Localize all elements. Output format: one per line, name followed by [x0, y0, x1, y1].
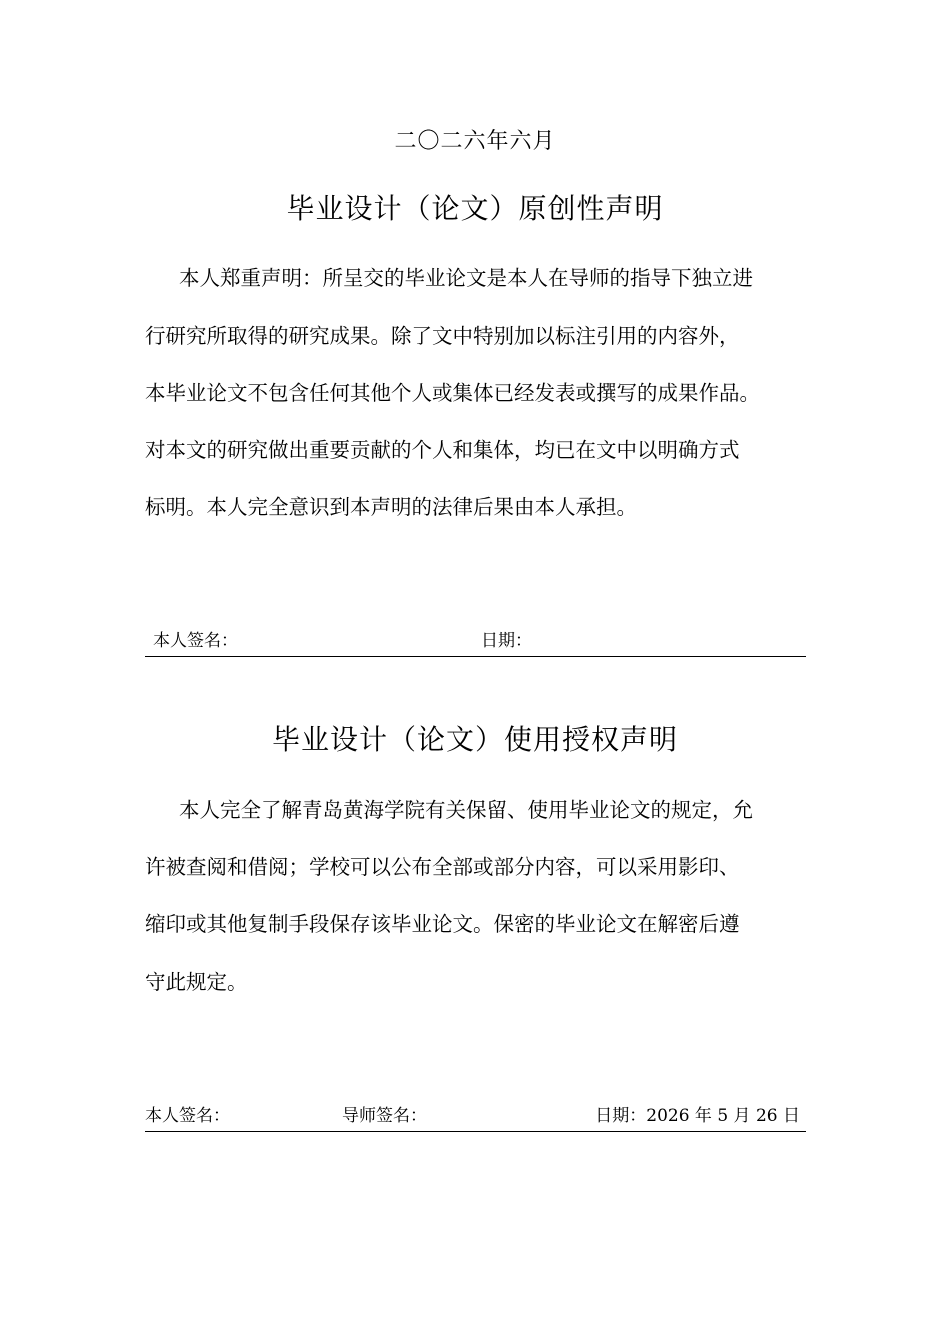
paragraph-line: 许被查阅和借阅；学校可以公布全部或部分内容，可以采用影印、 [145, 855, 740, 879]
signature-label: 本人签名： [145, 1106, 230, 1126]
paragraph-line: 标明。本人完全意识到本声明的法律后果由本人承担。 [145, 495, 637, 519]
originality-signature-row [145, 628, 806, 657]
originality-title: 毕业设计（论文）原创性声明 [286, 192, 664, 225]
authorization-signature-row [145, 1103, 806, 1132]
date-label: 日期： [481, 631, 532, 651]
paragraph-line: 本人完全了解青岛黄海学院有关保留、使用毕业论文的规定，允 [179, 798, 753, 822]
paragraph-line: 行研究所取得的研究成果。除了文中特别加以标注引用的内容外， [145, 324, 740, 348]
signature-date: 日期：2026 年 5 月 26 日 [595, 1106, 800, 1126]
paragraph-line: 守此规定。 [145, 970, 248, 994]
authorization-title: 毕业设计（论文）使用授权声明 [271, 723, 678, 756]
paragraph-line: 对本文的研究做出重要贡献的个人和集体，均已在文中以明确方式 [145, 438, 740, 462]
signature-label: 本人签名： [153, 631, 238, 651]
advisor-signature-label: 导师签名： [342, 1106, 427, 1126]
paragraph-line: 本人郑重声明：所呈交的毕业论文是本人在导师的指导下独立进 [179, 266, 753, 290]
date-heading: 二〇二六年六月 [394, 129, 556, 154]
paragraph-line: 本毕业论文不包含任何其他个人或集体已经发表或撰写的成果作品。 [145, 381, 760, 405]
paragraph-line: 缩印或其他复制手段保存该毕业论文。保密的毕业论文在解密后遵 [145, 912, 740, 936]
